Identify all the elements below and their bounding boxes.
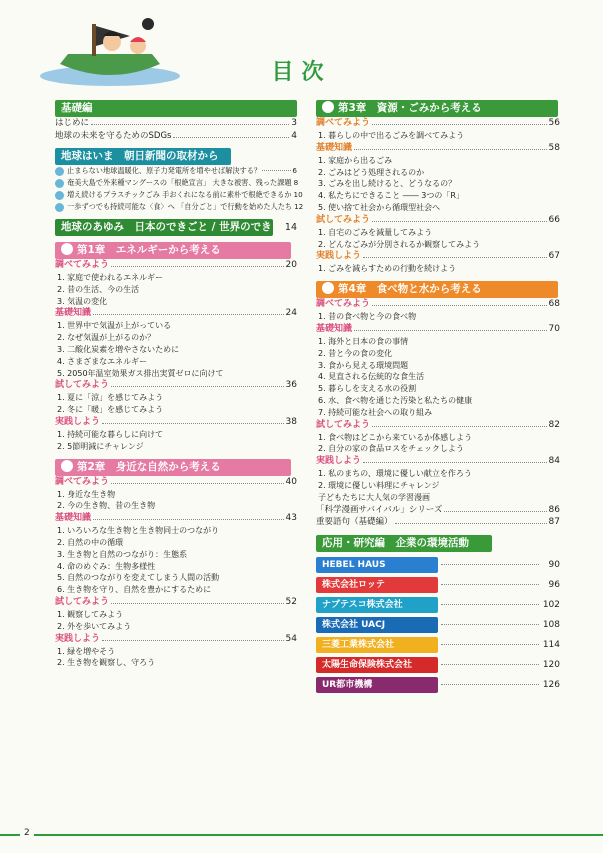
- extra-line: 子どもたちに大人気の学習漫画: [318, 492, 430, 502]
- list-item: 2. 生き物を観察し、守ろう: [57, 658, 156, 668]
- list-item: 2. 自然の中の循環: [57, 537, 124, 547]
- chapter-2-header: 第2章 身近な自然から考える: [55, 459, 291, 476]
- list-item: 1. 観察してみよう: [57, 609, 124, 619]
- toc-row[interactable]: 「科学漫画サバイバル」シリーズ 86: [316, 504, 560, 515]
- chapter-1: [55, 242, 297, 453]
- ayumi-section[interactable]: [55, 219, 297, 236]
- kiso-header: 基礎編: [55, 100, 297, 117]
- subsection-heading[interactable]: 調べてみよう 68: [316, 299, 560, 310]
- subsection-heading[interactable]: 実践しよう 38: [55, 416, 297, 427]
- list-item: 5. 2050年温室効果ガス排出実質ゼロに向けて: [57, 368, 224, 378]
- list-item: 3. 気温の変化: [57, 296, 108, 306]
- globe-icon: [55, 191, 64, 200]
- chapter-4-header: 第4章 食べ物と水から考える: [316, 281, 558, 298]
- chapter-3-header: 第3章 資源・ごみから考える: [316, 100, 558, 117]
- globe-icon: [55, 167, 64, 176]
- subsection-heading[interactable]: 実践しよう 67: [316, 251, 560, 262]
- corp-row[interactable]: 株式会社ロッテ 96: [316, 577, 560, 593]
- list-item: 1. 昔の食べ物と今の食べ物: [318, 312, 417, 322]
- corp-row[interactable]: 太陽生命保険株式会社 120: [316, 657, 560, 673]
- list-item: 2. 昔の生活、今の生活: [57, 284, 140, 294]
- list-item: 3. 生き物と自然のつながり：生態系: [57, 549, 188, 559]
- news-row[interactable]: 奄美大島で外来種マングースの「根絶宣言」 大きな被害、残った課題 8: [55, 177, 297, 189]
- list-item: 2. 昔と今の食の変化: [318, 348, 393, 358]
- subsection-heading[interactable]: 調べてみよう 56: [316, 118, 560, 128]
- footer-rule: [0, 834, 603, 836]
- list-item: 1. 緑を増やそう: [57, 646, 116, 656]
- corp-row[interactable]: UR都市機構 126: [316, 677, 560, 693]
- list-item: 2. 自分の家の食品ロスをチェックしよう: [318, 444, 464, 454]
- chapter-2: [55, 459, 297, 670]
- subsection-heading[interactable]: 基礎知識 43: [55, 513, 297, 524]
- subsection-heading[interactable]: 試してみよう 82: [316, 419, 560, 430]
- chikyu-header: 地球はいま 朝日新聞の取材から: [55, 148, 231, 165]
- subsection-heading[interactable]: 実践しよう 84: [316, 456, 560, 467]
- list-item: 2. 外を歩いてみよう: [57, 621, 132, 631]
- ayumi-header: 地球のあゆみ 日本のできごと / 世界のでき 14: [55, 219, 273, 236]
- subsection-heading[interactable]: 基礎知識 70: [316, 323, 560, 334]
- news-row[interactable]: 増え続けるプラスチックごみ 手おくれになる前に素朴で根絶できるか 10: [55, 189, 297, 201]
- subsection-heading[interactable]: 基礎知識 58: [316, 142, 560, 153]
- list-item: 3. 二酸化炭素を増やさないために: [57, 344, 180, 354]
- page-title: 目次: [271, 60, 332, 85]
- toc-row[interactable]: はじめに 3: [55, 118, 297, 128]
- toc-row[interactable]: 重要語句（基礎編） 87: [316, 517, 560, 528]
- corp-label: HEBEL HAUS: [316, 557, 438, 573]
- list-item: 2. なぜ気温が上がるのか？: [57, 333, 156, 343]
- list-item: 3. ごみを出し続けると、どうなるの？: [318, 179, 457, 189]
- list-item: 6. 水、食べ物を通じた汚染と私たちの健康: [318, 395, 473, 405]
- list-item: 1. 食べ物はどこから来ているか体感しよう: [318, 432, 473, 442]
- subsection-heading[interactable]: 実践しよう 54: [55, 633, 297, 644]
- corp-row[interactable]: ナブテスコ株式会社 102: [316, 597, 560, 613]
- globe-icon: [322, 282, 334, 294]
- list-item: 2. 冬に「暖」を感じてみよう: [57, 405, 164, 415]
- list-item: 1. 身近な生き物: [57, 489, 116, 499]
- list-item: 5. 暮らしを支える水の役割: [318, 384, 417, 394]
- toc-row[interactable]: 地球の未来を守るためのSDGs 4: [55, 130, 297, 141]
- list-item: 1. 私のまちの、環境に優しい献立を作ろう: [318, 469, 472, 479]
- chapter-4: [316, 281, 560, 528]
- corp-row[interactable]: 三菱工業株式会社 114: [316, 637, 560, 653]
- list-item: 1. 世界中で気温が上がっている: [57, 321, 172, 331]
- corp-label: ナブテスコ株式会社: [316, 597, 438, 613]
- corp-label: 三菱工業株式会社: [316, 637, 438, 653]
- subsection-heading[interactable]: 試してみよう 66: [316, 214, 560, 225]
- chapter-1-header: 第1章 エネルギーから考える: [55, 242, 291, 259]
- list-item: 1. ごみを減らすための行動を続けよう: [318, 264, 457, 274]
- list-item: 4. さまざまなエネルギー: [57, 356, 148, 366]
- corp-label: 株式会社 UACJ: [316, 617, 438, 633]
- applied-section: [316, 535, 560, 693]
- list-item: 4. 命のめぐみ：生物多様性: [57, 561, 156, 571]
- globe-icon: [322, 101, 334, 113]
- list-item: 1. 暮らしの中で出るごみを調べてみよう: [318, 131, 465, 140]
- list-item: 1. 海外と日本の食の事情: [318, 336, 409, 346]
- list-item: 1. 夏に「涼」を感じてみよう: [57, 393, 164, 403]
- list-item: 6. 生き物を守り、自然を豊かにするために: [57, 585, 212, 595]
- list-item: 1. 持続可能な暮らしに向けて: [57, 429, 164, 439]
- list-item: 2. 今の生き物、昔の生き物: [57, 501, 156, 511]
- subsection-heading[interactable]: 基礎知識 24: [55, 308, 297, 319]
- subsection-heading[interactable]: 試してみよう 36: [55, 380, 297, 391]
- right-column: [316, 100, 560, 699]
- globe-icon: [55, 203, 64, 212]
- list-item: 4. 私たちにできること ―― 3つの「R」: [318, 191, 464, 201]
- list-item: 1. いろいろな生き物と生き物同士のつながり: [57, 526, 220, 536]
- corp-label: UR都市機構: [316, 677, 438, 693]
- list-item: 4. 見直される伝統的な食生活: [318, 372, 425, 382]
- chapter-3: [316, 100, 560, 275]
- corp-row[interactable]: HEBEL HAUS 90: [316, 557, 560, 573]
- list-item: 2. 5節明減にチャレンジ: [57, 441, 144, 451]
- news-row[interactable]: 止まらない地球温暖化、原子力発電所を増やせば解決する？ 6: [55, 165, 297, 177]
- list-item: 1. 自宅のごみを減量してみよう: [318, 227, 433, 237]
- corp-label: 株式会社ロッテ: [316, 577, 438, 593]
- globe-icon: [61, 243, 73, 255]
- list-item: 3. 食から見える環境問題: [318, 360, 409, 370]
- list-item: 5. 使い捨て社会から循環型社会へ: [318, 202, 441, 212]
- applied-header: 応用・研究編 企業の環境活動: [316, 535, 492, 552]
- list-item: 1. 家庭で使われるエネルギー: [57, 273, 164, 282]
- corp-label: 太陽生命保険株式会社: [316, 657, 438, 673]
- list-item: 2. 環境に優しい料理にチャレンジ: [318, 480, 440, 490]
- list-item: 2. どんなごみが分別されるか観察してみよう: [318, 239, 481, 249]
- news-row[interactable]: 一歩ずつでも持続可能な〈食〉へ 「自分ごと」で行動を始めた人たち 12: [55, 201, 297, 213]
- left-column: [55, 100, 304, 675]
- globe-icon: [61, 460, 73, 472]
- list-item: 2. ごみはどう処理されるのか: [318, 167, 425, 177]
- list-item: 5. 自然のつながりを変えてしまう人間の活動: [57, 573, 220, 583]
- subsection-heading[interactable]: 調べてみよう 20: [55, 260, 297, 270]
- chikyu-section: [55, 148, 304, 213]
- kiso-section: [55, 100, 297, 142]
- page-number: 2: [20, 828, 34, 838]
- globe-icon: [55, 179, 64, 188]
- subsection-heading[interactable]: 調べてみよう 40: [55, 476, 297, 487]
- subsection-heading[interactable]: 試してみよう 52: [55, 596, 297, 607]
- corp-row[interactable]: 株式会社 UACJ 108: [316, 617, 560, 633]
- list-item: 7. 持続可能な社会への取り組み: [318, 407, 433, 417]
- list-item: 1. 家庭から出るごみ: [318, 155, 393, 165]
